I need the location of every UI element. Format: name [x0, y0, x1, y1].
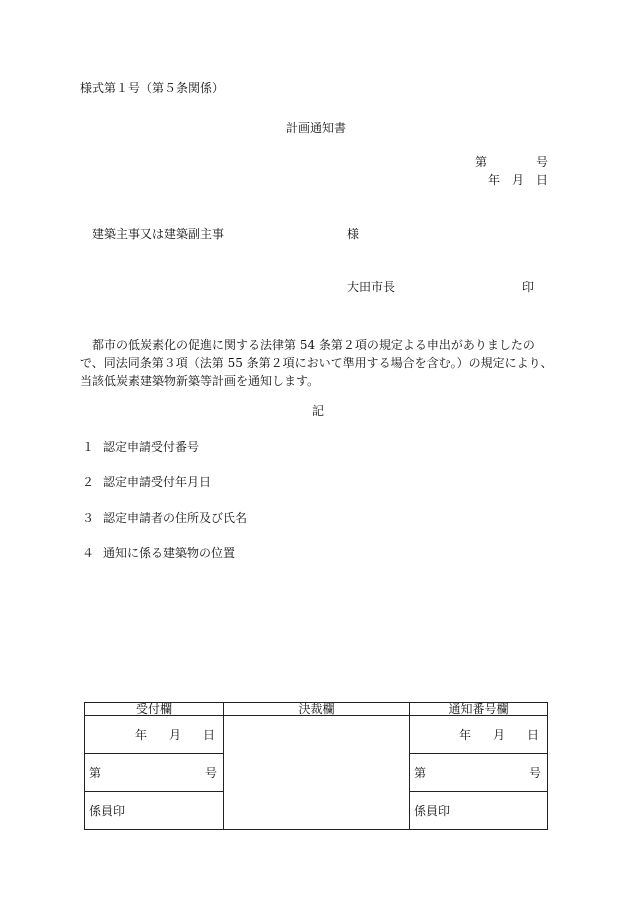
notice-number-suffix: 号 [528, 766, 541, 780]
approval-cell [224, 716, 410, 830]
header-reception: 受付欄 [85, 703, 224, 716]
reception-number-cell [85, 754, 224, 792]
notice-staff-cell [410, 792, 548, 830]
reception-month: 月 [168, 728, 181, 742]
notice-body: 都市の低炭素化の促進に関する法律第 54 条第２項の規定よる申出がありましたので、同法同条第３項（法第 55 条第２項において準用する場合を含む。）の規定により、当該低炭素建築物新築等計画を通知します。 [80, 338, 553, 388]
ki-heading: 記 [312, 404, 325, 418]
form-label: 様式第１号（第５条関係） [80, 81, 225, 95]
date-day: 日 [536, 173, 549, 187]
notice-number-cell [410, 754, 548, 792]
date-year: 年 [488, 173, 501, 187]
issuer-seal: 印 [522, 280, 535, 294]
item-number: １ [82, 440, 95, 454]
notice-day: 日 [526, 728, 539, 742]
item-text: 認定申請受付番号 [103, 440, 200, 454]
notice-date-cell [410, 716, 548, 754]
notice-year: 年 [458, 728, 471, 742]
reception-day: 日 [202, 728, 215, 742]
reception-staff-cell [85, 792, 224, 830]
notice-month: 月 [492, 728, 505, 742]
reception-staff-label: 係員印 [89, 804, 126, 818]
reception-date-cell [85, 716, 224, 754]
number-suffix: 号 [536, 155, 549, 169]
item-text: 認定申請者の住所及び氏名 [103, 511, 248, 525]
notice-number-prefix: 第 [414, 766, 427, 780]
number-prefix: 第 [475, 155, 488, 169]
reception-number-prefix: 第 [89, 766, 102, 780]
item-number: ３ [82, 511, 95, 525]
item-text: 通知に係る建築物の位置 [103, 546, 236, 560]
office-use-table [84, 702, 548, 830]
header-notice-number: 通知番号欄 [410, 703, 548, 716]
page-title: 計画通知書 [286, 121, 347, 135]
issuer-name: 大田市長 [347, 280, 396, 294]
date-month: 月 [512, 173, 525, 187]
reception-year: 年 [134, 728, 147, 742]
item-text: 認定申請受付年月日 [103, 475, 212, 489]
addressee-name: 建築主事又は建築副主事 [92, 227, 225, 241]
notice-staff-label: 係員印 [414, 804, 451, 818]
item-number: ４ [82, 546, 95, 560]
item-number: ２ [82, 475, 95, 489]
reception-number-suffix: 号 [204, 766, 217, 780]
header-approval: 決裁欄 [224, 703, 410, 716]
addressee-honorific: 様 [347, 227, 360, 241]
